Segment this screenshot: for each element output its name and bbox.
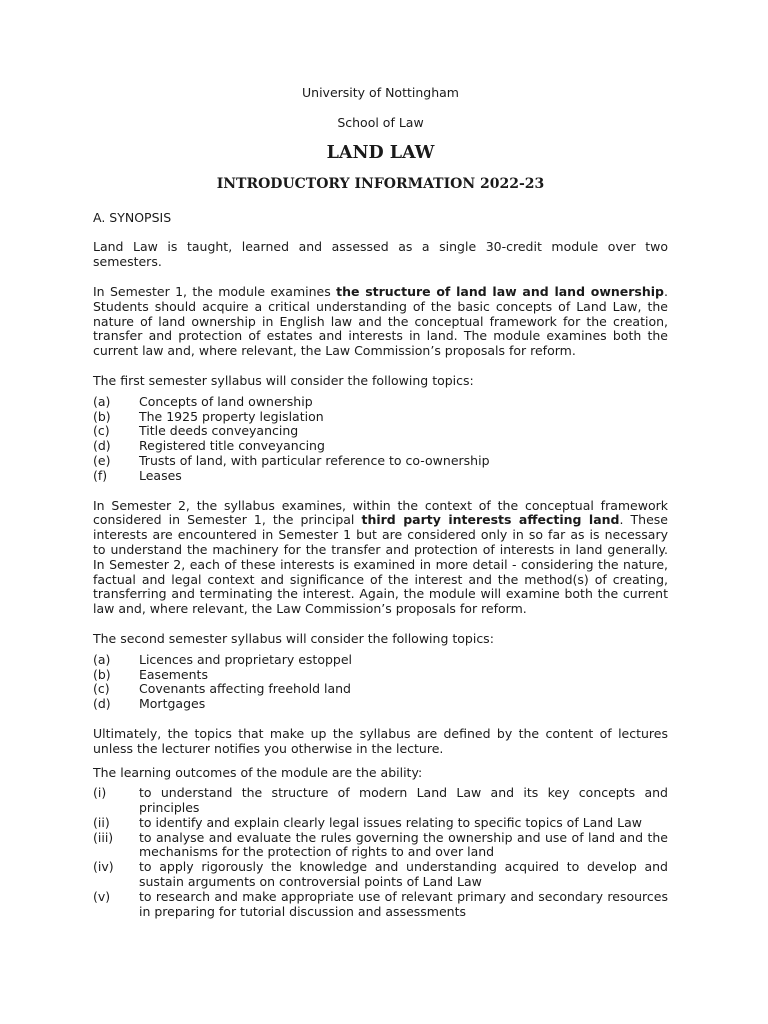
semester-2-topic-list	[93, 653, 668, 712]
list-item	[93, 410, 668, 425]
list-item	[93, 395, 668, 410]
list-item	[93, 454, 668, 469]
document-content	[93, 86, 668, 919]
document-title: LAND LAW	[326, 142, 435, 163]
list-item-text: Easements	[139, 666, 208, 682]
list-item	[93, 682, 668, 697]
paragraph-semester-1	[93, 285, 668, 359]
list-item-text: Licences and proprietary estoppel	[139, 651, 353, 667]
list-marker: (a)	[93, 393, 111, 409]
list-item-text: Registered title conveyancing	[139, 438, 325, 454]
list-item-text: Trusts of land, with particular reference to co-ownership	[139, 452, 490, 468]
list-item-text: Title deeds conveyancing	[139, 423, 299, 439]
paragraph-text: . These interests are encountered in Semester 1 but are considered only in so far as is necessary to understand the machinery for the transfer and protection of interests in land generally. In Semester 2, each of these interests is examined in more detail - considering the nature, factual and legal context and significance of the interest and the method(s) of creating, transferring and terminating the interest. Again, the module will examine both the current law and, where relevant, the Law Commission’s proposals for reform.	[93, 512, 669, 617]
semester-1-topic-list	[93, 395, 668, 484]
paragraph-syllabus-note: Ultimately, the topics that make up the syllabus are defined by the content of lectures unless the lecturer notifies you otherwise in the lecture.	[93, 725, 668, 756]
list-item	[93, 424, 668, 439]
list-item-text: Concepts of land ownership	[139, 393, 313, 409]
list-item-text: to identify and explain clearly legal issues relating to specific topics of Land Law	[139, 814, 642, 830]
list-marker: (d)	[93, 696, 111, 712]
list-item	[93, 469, 668, 484]
list-item	[93, 890, 668, 920]
list-item-text: Covenants affecting freehold land	[139, 681, 351, 697]
semester-1-topics-intro: The first semester syllabus will consider the following topics:	[93, 372, 474, 388]
paragraph-text: In Semester 1, the module examines	[93, 283, 337, 299]
list-marker: (b)	[93, 408, 111, 424]
list-item	[93, 697, 668, 712]
list-marker: (iii)	[93, 829, 114, 845]
paragraph-semester-2	[93, 499, 668, 617]
list-marker: (a)	[93, 651, 111, 667]
list-item-text: Mortgages	[139, 696, 206, 712]
university-name: University of Nottingham	[302, 85, 459, 100]
list-marker: (iv)	[93, 859, 114, 875]
school-name: School of Law	[337, 114, 424, 130]
learning-outcomes-intro: The learning outcomes of the module are the ability:	[93, 764, 423, 780]
list-marker: (ii)	[93, 814, 110, 830]
list-item	[93, 653, 668, 668]
list-marker: (c)	[93, 423, 110, 439]
paragraph-intro: Land Law is taught, learned and assessed as a single 30-credit module over two semesters.	[93, 239, 668, 270]
list-marker: (b)	[93, 666, 111, 682]
list-marker: (e)	[93, 452, 111, 468]
list-item	[93, 831, 668, 861]
list-item-text: to analyse and evaluate the rules governing the ownership and use of land and the mechanisms for the protection of rights to and over land	[139, 829, 668, 860]
list-marker: (d)	[93, 438, 111, 454]
list-item	[93, 439, 668, 454]
list-item-text: to research and make appropriate use of relevant primary and secondary resources in preparing for tutorial discussion and assessments	[139, 888, 668, 919]
section-heading: A. SYNOPSIS	[93, 209, 172, 225]
paragraph-text: . Students should acquire a critical understanding of the basic concepts of Land Law, the nature of land ownership in English law and the conceptual framework for the creation, transfer and protection of estates and interests in land. The module examines both the current law and, where relevant, the Law Commission’s proposals for reform.	[93, 283, 668, 359]
paragraph-text: In Semester 2, the syllabus examines, within the context of the conceptual framework considered in Semester 1, the principal	[93, 497, 668, 528]
learning-outcomes-list	[93, 786, 668, 919]
emphasis-text: the structure of land law and land ownership	[336, 283, 665, 299]
list-item-text: to apply rigorously the knowledge and understanding acquired to develop and sustain arguments on controversial points of Land Law	[139, 859, 668, 890]
list-item	[93, 786, 668, 816]
list-item	[93, 668, 668, 683]
emphasis-text: third party interests affecting land	[361, 512, 620, 528]
document-subtitle: INTRODUCTORY INFORMATION 2022-23	[216, 175, 545, 192]
semester-2-topics-intro: The second semester syllabus will consider the following topics:	[93, 630, 494, 646]
list-marker: (i)	[93, 785, 107, 801]
list-item	[93, 816, 668, 831]
list-item-text: to understand the structure of modern Land Law and its key concepts and principles	[139, 785, 668, 816]
list-item	[93, 860, 668, 890]
list-marker: (f)	[93, 467, 108, 483]
list-marker: (c)	[93, 681, 110, 697]
list-item-text: The 1925 property legislation	[139, 408, 324, 424]
list-item-text: Leases	[139, 467, 182, 483]
list-marker: (v)	[93, 888, 111, 904]
